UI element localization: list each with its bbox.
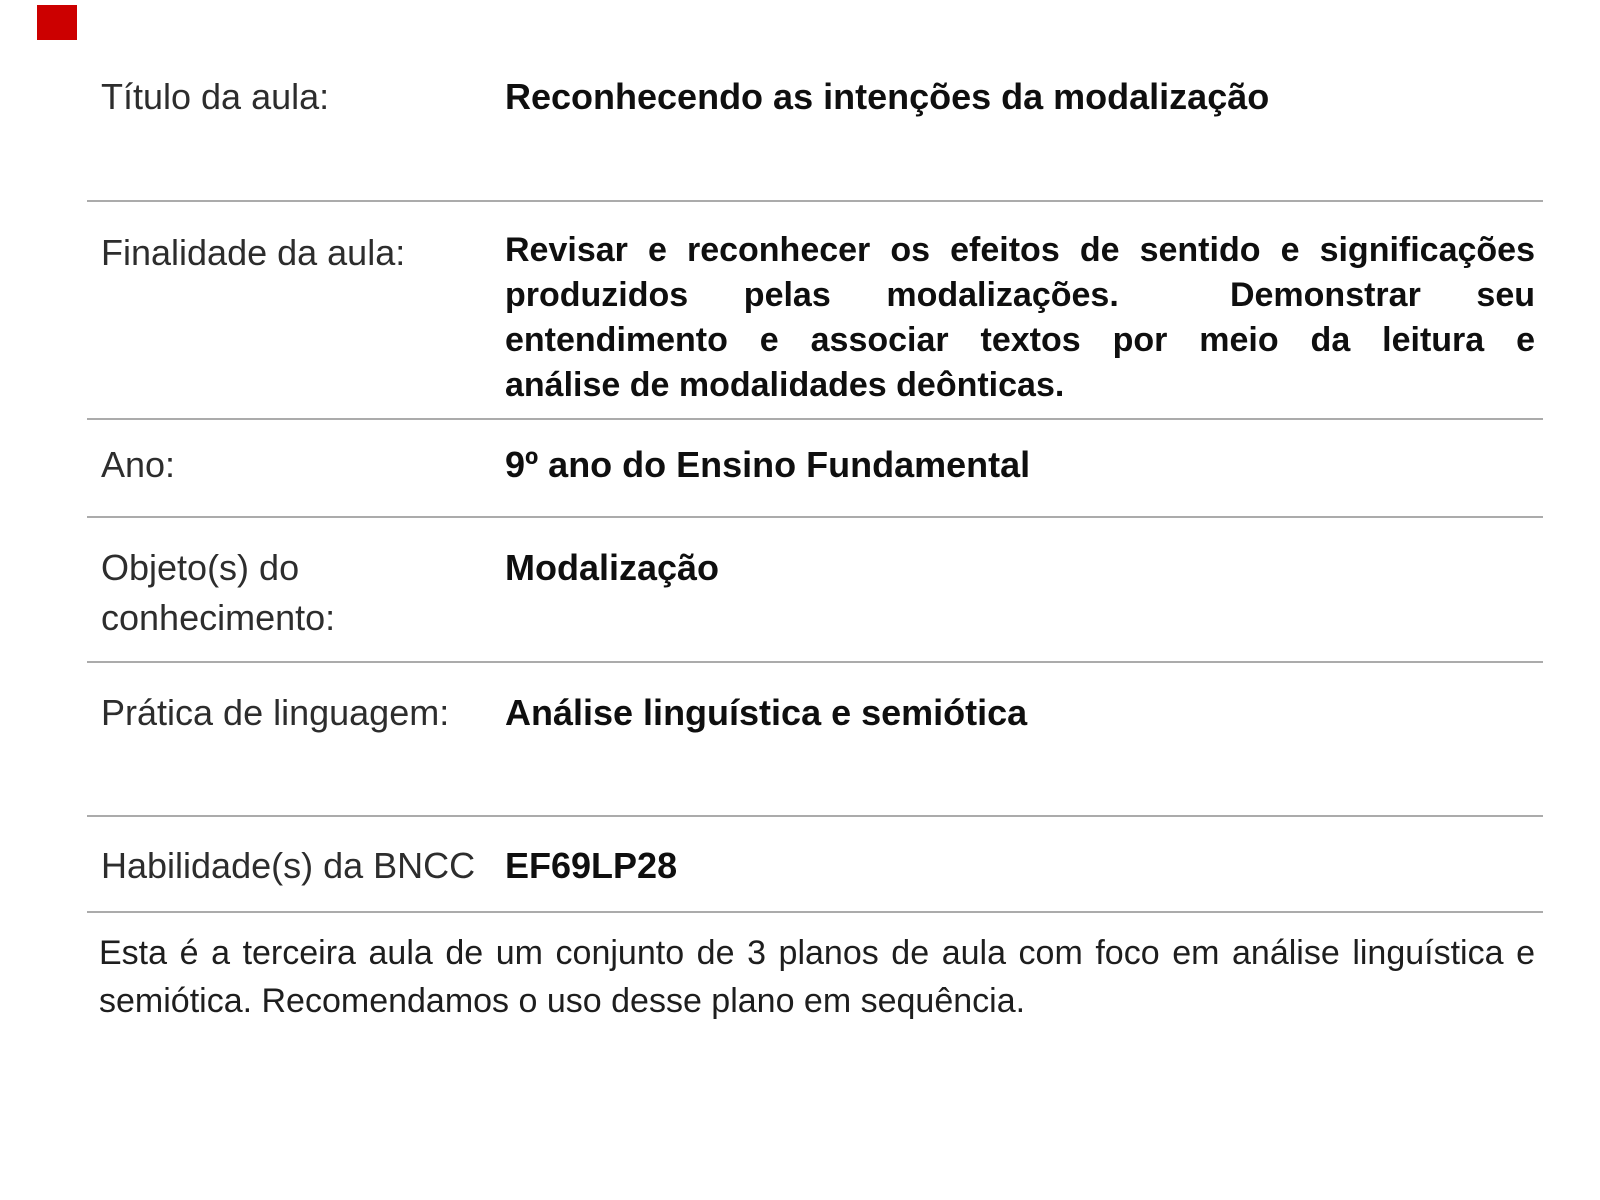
row-habilidade bbox=[87, 817, 1543, 913]
habilidade-label: Habilidade(s) da BNCC bbox=[101, 845, 476, 886]
ano-value: 9º ano do Ensino Fundamental bbox=[505, 444, 1031, 485]
finalidade-value-line: Revisar e reconhecer os efeitos de sentido e significações bbox=[505, 231, 1535, 269]
red-square-mark bbox=[37, 5, 77, 40]
footer-note bbox=[87, 913, 1543, 1025]
finalidade-value-line: produzidos pelas modalizações. Demonstrar seu bbox=[505, 276, 1535, 314]
pratica-value: Análise linguística e semiótica bbox=[505, 692, 1028, 733]
row-finalidade bbox=[87, 202, 1543, 420]
titulo-label: Título da aula: bbox=[101, 76, 330, 117]
objeto-value: Modalização bbox=[505, 547, 720, 588]
row-objeto bbox=[87, 518, 1543, 663]
row-titulo bbox=[87, 0, 1543, 202]
habilidade-value: EF69LP28 bbox=[505, 845, 678, 886]
pratica-label: Prática de linguagem: bbox=[101, 692, 450, 733]
titulo-value: Reconhecendo as intenções da modalização bbox=[505, 76, 1270, 117]
finalidade-value-line: análise de modalidades deônticas. bbox=[505, 366, 1065, 404]
finalidade-label: Finalidade da aula: bbox=[101, 232, 406, 273]
finalidade-value bbox=[505, 228, 1543, 408]
footer-note-line: semiótica. Recomendamos o uso desse plano em sequência. bbox=[99, 982, 1026, 1020]
ano-label: Ano: bbox=[101, 444, 176, 485]
lesson-info-table bbox=[87, 0, 1543, 1025]
row-ano bbox=[87, 420, 1543, 518]
row-pratica bbox=[87, 663, 1543, 817]
objeto-label: Objeto(s) do conhecimento: bbox=[101, 547, 336, 638]
finalidade-value-line: entendimento e associar textos por meio da leitura e bbox=[505, 321, 1535, 359]
footer-note-line: Esta é a terceira aula de um conjunto de 3 planos de aula com foco em análise linguística e bbox=[99, 934, 1535, 972]
